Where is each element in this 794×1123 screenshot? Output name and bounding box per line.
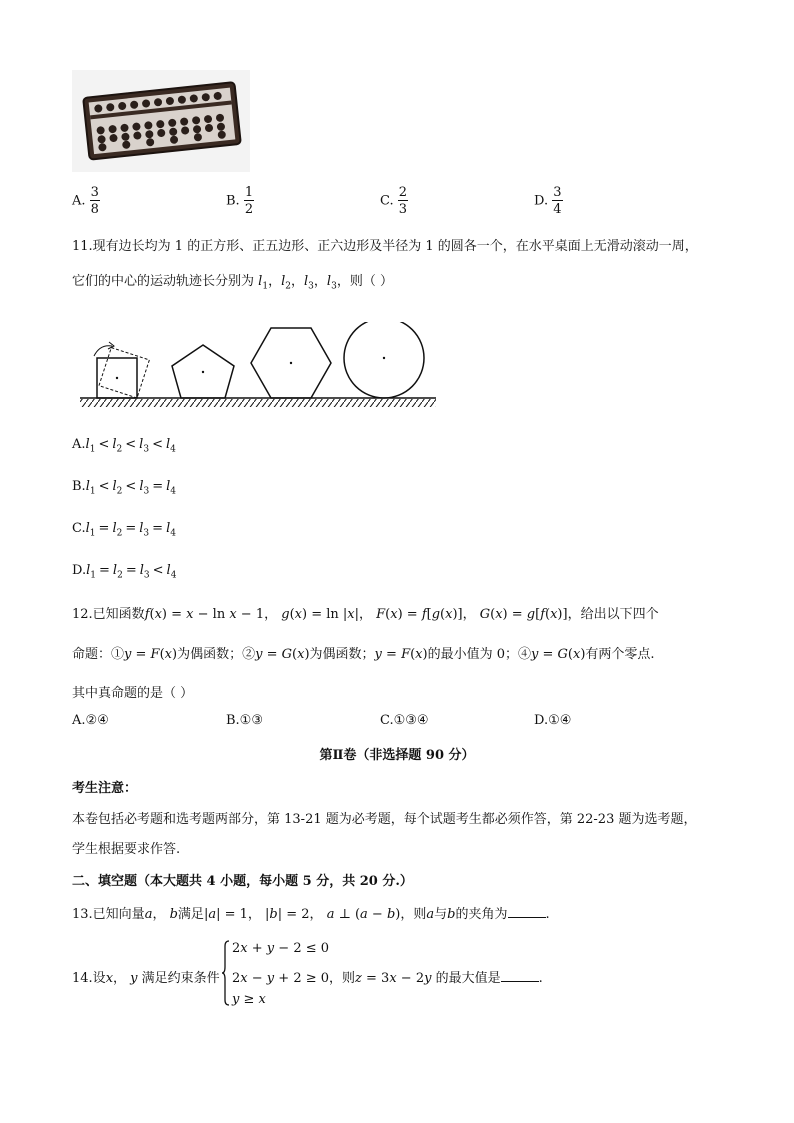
q14-text: ，则	[329, 971, 356, 986]
relation-symbol: <	[125, 479, 137, 494]
q12-option-b: B.①③	[226, 713, 263, 728]
q11-option-d: $D.l_1 = l_2 = l_3 < l_4$	[72, 563, 177, 581]
constraint-3: y ≥ x	[232, 992, 266, 1007]
q12-text: 有两个零点.	[585, 647, 655, 662]
q10-option-c	[380, 186, 408, 216]
fraction: $\frac{1}{2}$	[244, 185, 254, 217]
relation-symbol: <	[98, 437, 110, 452]
relation-symbol: <	[98, 479, 110, 494]
q11-stem-line2: 它们的中心的运动轨迹长分别为 $l_1$，$l_2$，$l_3$，$l_3$，则（ ）	[72, 274, 393, 292]
relation-symbol: =	[125, 521, 137, 536]
option-label: B.	[226, 193, 240, 209]
system-brace	[222, 940, 230, 1006]
q12-text: 为偶函数；②	[177, 647, 256, 662]
option-label: A.	[72, 437, 86, 452]
option-label: C.	[380, 193, 394, 209]
q10-option-b	[226, 186, 254, 216]
q12-line3: 其中真命题的是（ ）	[72, 686, 194, 701]
q14-prefix: 14.设	[72, 971, 106, 986]
q12-option-a: A.②④	[72, 713, 109, 728]
relation-symbol: <	[125, 437, 137, 452]
relation-symbol: <	[152, 437, 163, 452]
q11-stem-line1: 11.现有边长均为 1 的正方形、正五边形、正六边形及半径为 1 的圆各一个，在水平桌面上无滑动滚动一周，	[72, 239, 698, 254]
option-label: A.	[72, 193, 86, 209]
abacus-image	[72, 70, 250, 172]
q11-option-a: $A.l_1 < l_2 < l_3 < l_4$	[72, 437, 176, 455]
option-label: C.	[72, 521, 86, 536]
q13-text: ，则	[400, 907, 427, 922]
notice-line2: 学生根据要求作答.	[72, 842, 181, 857]
q11-stem-text-end: ，则（ ）	[336, 274, 393, 289]
constraint-2: 2x − y + 2 ≥ 0，则z = 3x − 2y 的最大值是 .	[232, 971, 543, 986]
rolling-shapes-figure	[80, 322, 436, 410]
q12-line2: 命题：①y = F(x)为偶函数；②y = G(x)为偶函数；y = F(x)的最小值为 0；④y = G(x)有两个零点.	[72, 647, 655, 662]
q13-text: 满足	[177, 907, 204, 922]
q12-text: 的最小值为 0；④	[427, 647, 531, 662]
q10-option-a	[72, 186, 100, 216]
fraction: $\frac{3}{8}$	[90, 185, 99, 217]
q12-stem-text: 12.已知函数	[72, 607, 145, 622]
q13-prefix: 13.已知向量	[72, 907, 145, 922]
q11-stem-text: 它们的中心的运动轨迹长分别为	[72, 274, 255, 289]
q11-option-b: $B.l_1 < l_2 < l_3 = l_4$	[72, 479, 177, 497]
q13-text: 与	[434, 907, 448, 922]
option-label: D.	[534, 193, 549, 209]
relation-symbol: =	[152, 479, 164, 494]
notice-line1: 本卷包括必考题和选考题两部分，第 13-21 题为必考题，每个试题考生都必须作答，第 22-23 题为选考题，	[72, 812, 697, 827]
relation-symbol: =	[99, 563, 110, 578]
q12-line1: 12.已知函数f(x) = x − ln x − 1， g(x) = ln |x|， F(x) = f[g(x)]， G(x) = g[f(x)]，给出以下四个	[72, 607, 659, 622]
relation-symbol: <	[152, 563, 164, 578]
option-label: B.	[72, 479, 86, 494]
q12-option-c: C.①③④	[380, 713, 429, 728]
fraction: $\frac{3}{4}$	[553, 185, 562, 217]
q13: 13.已知向量a， b满足|a| = 1， |b| = 2， a ⊥ (a − b)，则a与b的夹角为 .	[72, 907, 550, 922]
q12-propositions-label: 命题：①	[72, 647, 125, 662]
relation-symbol: =	[152, 521, 164, 536]
notice-title: 考生注意：	[72, 781, 138, 796]
q11-option-c: $C.l_1 = l_2 = l_3 = l_4$	[72, 521, 176, 539]
answer-blank	[508, 905, 546, 918]
constraint-1: 2x + y − 2 ≤ 0	[232, 941, 330, 956]
part2-title: 二、填空题（本大题共 4 小题，每小题 5 分，共 20 分.）	[72, 874, 413, 889]
q10-option-d	[534, 186, 563, 216]
q12-option-d: D.①④	[534, 713, 572, 728]
q14-text: 的最大值是	[435, 971, 501, 986]
section2-title: 第Ⅱ卷（非选择题 90 分）	[319, 748, 475, 763]
relation-symbol: =	[125, 563, 137, 578]
q12-stem-tail: ，给出以下四个	[567, 607, 659, 622]
q14-text: 满足约束条件	[141, 971, 220, 986]
q12-text: 为偶函数；	[309, 647, 375, 662]
option-label: D.	[72, 563, 87, 578]
fraction: $\frac{2}{3}$	[398, 185, 408, 217]
q14: 14.设x， y 满足约束条件	[72, 971, 220, 986]
answer-blank	[501, 969, 539, 982]
relation-symbol: =	[98, 521, 110, 536]
q13-text: 的夹角为	[455, 907, 508, 922]
